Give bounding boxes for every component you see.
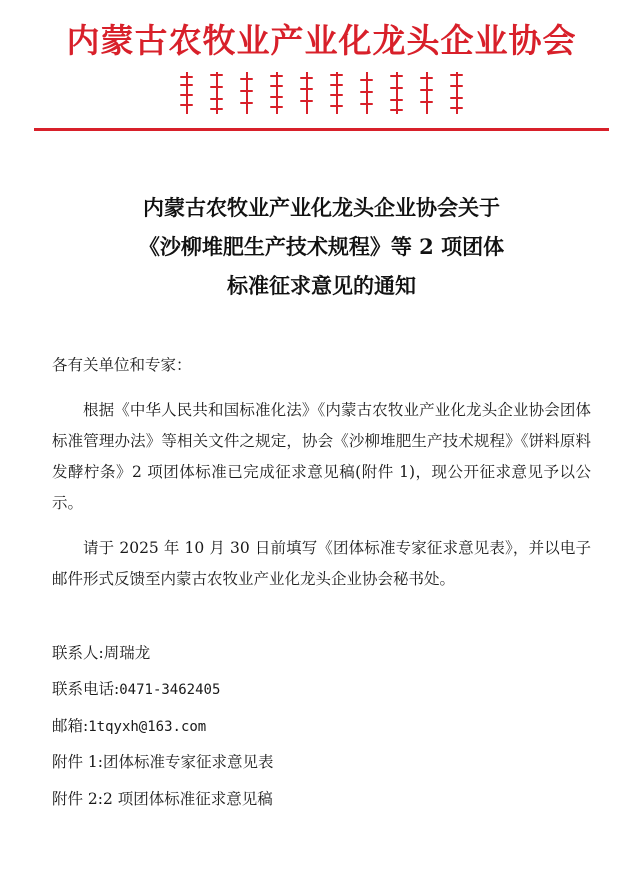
mongolian-glyph-column [390,72,403,114]
attachment-2: 附件 2:2 项团体标准征求意见稿 [52,789,273,808]
paragraph-1: 根据《中华人民共和国标准化法》《内蒙古农牧业产业化龙头企业协会团体标准管理办法》等相关文件之规定，协会《沙柳堆肥生产技术规程》《饼料原料 发酵柠条》2 项团体标准已完成征求意见稿(附件 1)，现公开征求意见予以公示。 [52,400,607,512]
document-title-line-1: 内蒙古农牧业产业化龙头企业协会关于 [143,194,500,220]
mongolian-glyph-column [420,72,433,114]
contact-person-label: 联系人: [52,643,104,662]
contact-phone [52,671,591,707]
attachment-1: 附件 1:团体标准专家征求意见表 [52,753,274,772]
paragraph-2: 请于 2025 年 10 月 30 日前填写《团体标准专家征求意见表》，并以电子邮件形式反馈至内蒙古农牧业产业化龙头企业协会秘书处。 [52,538,591,588]
document-title-line-2: 《沙柳堆肥生产技术规程》等 2 项团体 [138,233,505,259]
document-body [0,189,643,817]
document-title-line-3: 标准征求意见的通知 [227,272,416,298]
contact-person-value: 周瑞龙 [103,643,151,662]
mongolian-glyph-column [330,72,343,114]
mongolian-glyph-column [360,72,373,114]
mongolian-glyph-column [450,72,463,114]
contact-person [52,635,591,671]
mongolian-glyph-column [180,72,193,114]
document-title [52,189,591,306]
organization-name: 内蒙古农牧业产业化龙头企业协会 [66,21,577,60]
contact-phone-label: 联系电话: [52,680,120,699]
mongolian-glyph-column [300,72,313,114]
letterhead [0,0,643,131]
salutation: 各有关单位和专家： [52,356,192,375]
mongolian-glyph-column [210,72,223,114]
mongolian-glyph-column [240,72,253,114]
contact-email [52,708,591,744]
letterhead-divider [34,128,609,131]
contact-email-label: 邮箱: [52,716,89,735]
mongolian-script-row [34,72,609,118]
contact-email-value: 1tqyxh@163.com [88,718,207,735]
contact-phone-value: 0471-3462405 [119,682,221,699]
mongolian-glyph-column [270,72,283,114]
contact-block [52,635,591,744]
